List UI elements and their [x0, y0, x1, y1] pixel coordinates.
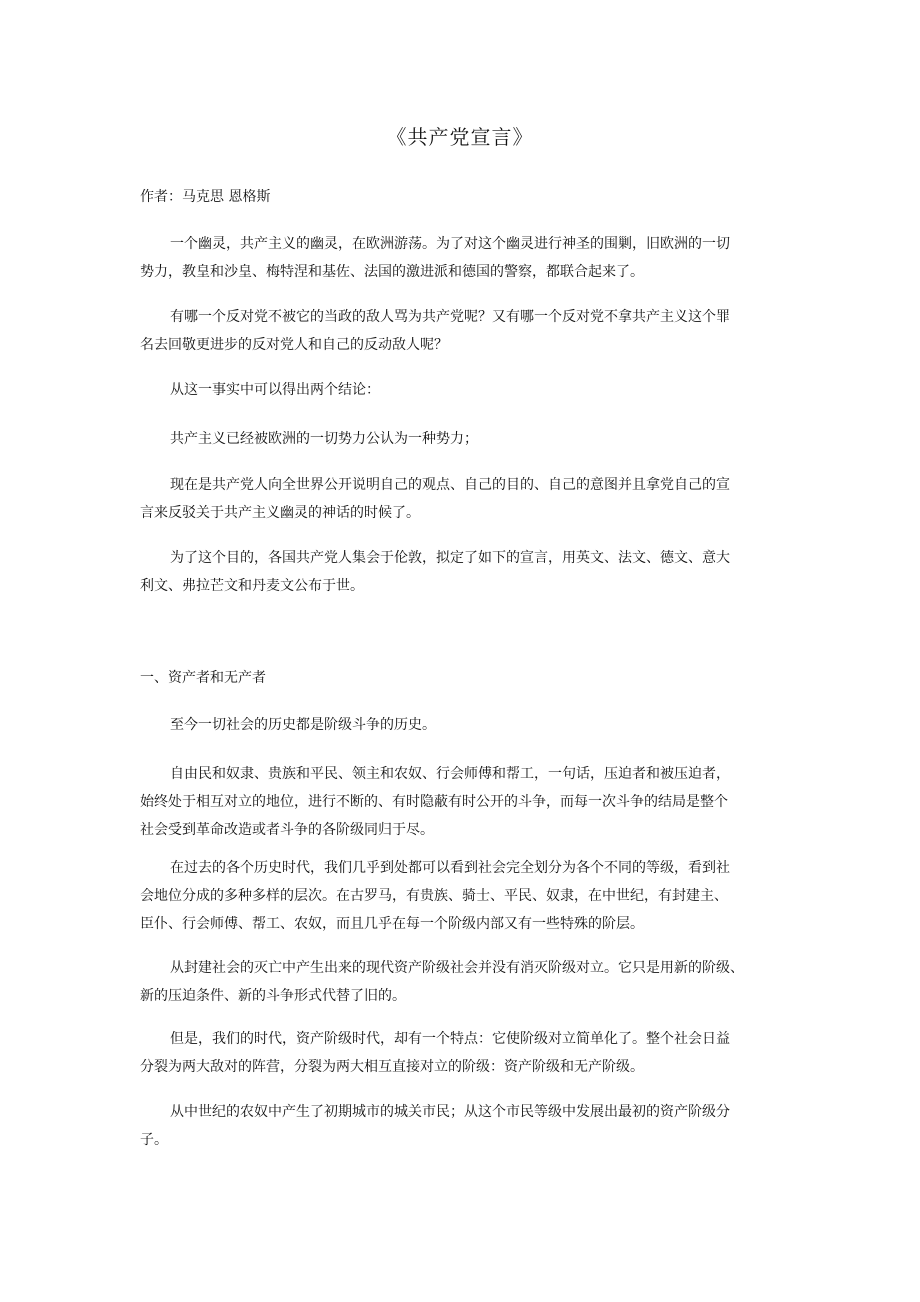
section-heading: 一、资产者和无产者 — [140, 670, 266, 686]
paragraph-line: 从封建社会的灭亡中产生出来的现代资产阶级社会并没有消灭阶级对立。它只是用新的阶级、 — [170, 960, 744, 976]
intro-paragraph-4 — [140, 425, 800, 453]
document-title: 《共产党宣言》 — [386, 125, 534, 149]
paragraph-line: 现在是共产党人向全世界公开说明自己的观点、自己的目的、自己的意图并且拿党自己的宣 — [170, 477, 730, 493]
paragraph-line: 始终处于相互对立的地位，进行不断的、有时隐蔽有时公开的斗争，而每一次斗争的结局是整个 — [140, 794, 728, 810]
paragraph-line: 至今一切社会的历史都是阶级斗争的历史。 — [170, 717, 436, 733]
paragraph-line: 社会受到革命改造或者斗争的各阶级同归于尽。 — [140, 822, 434, 838]
paragraph-line: 势力，教皇和沙皇、梅特涅和基佐、法国的激进派和德国的警察，都联合起来了。 — [140, 264, 644, 280]
intro-paragraph-6 — [140, 544, 800, 600]
paragraph-line: 在过去的各个历史时代，我们几乎到处都可以看到社会完全划分为各个不同的等级，看到社 — [170, 860, 730, 876]
paragraph-line: 一个幽灵，共产主义的幽灵，在欧洲游荡。为了对这个幽灵进行神圣的围剿，旧欧洲的一切 — [170, 236, 730, 252]
paragraph-line: 会地位分成的多种多样的层次。在古罗马，有贵族、骑士、平民、奴隶，在中世纪，有封建主、 — [140, 888, 728, 904]
paragraph-line: 名去回敬更进步的反对党人和自己的反动敌人呢？ — [140, 337, 448, 353]
section-paragraph-4 — [140, 954, 800, 1010]
paragraph-line: 言来反驳关于共产主义幽灵的神话的时候了。 — [140, 505, 420, 521]
section-paragraph-5 — [140, 1025, 800, 1081]
paragraph-line: 利文、弗拉芒文和丹麦文公布于世。 — [140, 578, 364, 594]
intro-paragraph-2 — [140, 303, 800, 359]
paragraph-line: 新的压迫条件、新的斗争形式代替了旧的。 — [140, 988, 406, 1004]
paragraph-line: 从这一事实中可以得出两个结论： — [170, 382, 380, 398]
paragraph-line: 共产主义已经被欧洲的一切势力公认为一种势力； — [170, 431, 478, 447]
section-paragraph-3 — [140, 854, 800, 938]
paragraph-line: 有哪一个反对党不被它的当政的敌人骂为共产党呢？又有哪一个反对党不拿共产主义这个罪 — [170, 309, 730, 325]
author-line: 作者：马克思 恩格斯 — [140, 189, 271, 205]
section-paragraph-1 — [140, 711, 800, 739]
section-paragraph-2 — [140, 760, 800, 844]
section-paragraph-6 — [140, 1098, 800, 1154]
paragraph-line: 臣仆、行会师傅、帮工、农奴，而且几乎在每一个阶级内部又有一些特殊的阶层。 — [140, 916, 644, 932]
paragraph-line: 子。 — [140, 1132, 168, 1148]
intro-paragraph-3 — [140, 376, 800, 404]
paragraph-line: 自由民和奴隶、贵族和平民、领主和农奴、行会师傅和帮工，一句话，压迫者和被压迫者， — [170, 766, 730, 782]
paragraph-line: 但是，我们的时代，资产阶级时代，却有一个特点：它使阶级对立简单化了。整个社会日益 — [170, 1031, 730, 1047]
paragraph-line: 分裂为两大敌对的阵营，分裂为两大相互直接对立的阶级：资产阶级和无产阶级。 — [140, 1059, 644, 1075]
paragraph-line: 从中世纪的农奴中产生了初期城市的城关市民；从这个市民等级中发展出最初的资产阶级分 — [170, 1104, 730, 1120]
paragraph-line: 为了这个目的，各国共产党人集会于伦敦，拟定了如下的宣言，用英文、法文、德文、意大 — [170, 550, 730, 566]
intro-paragraph-1 — [140, 230, 800, 286]
intro-paragraph-5 — [140, 471, 800, 527]
